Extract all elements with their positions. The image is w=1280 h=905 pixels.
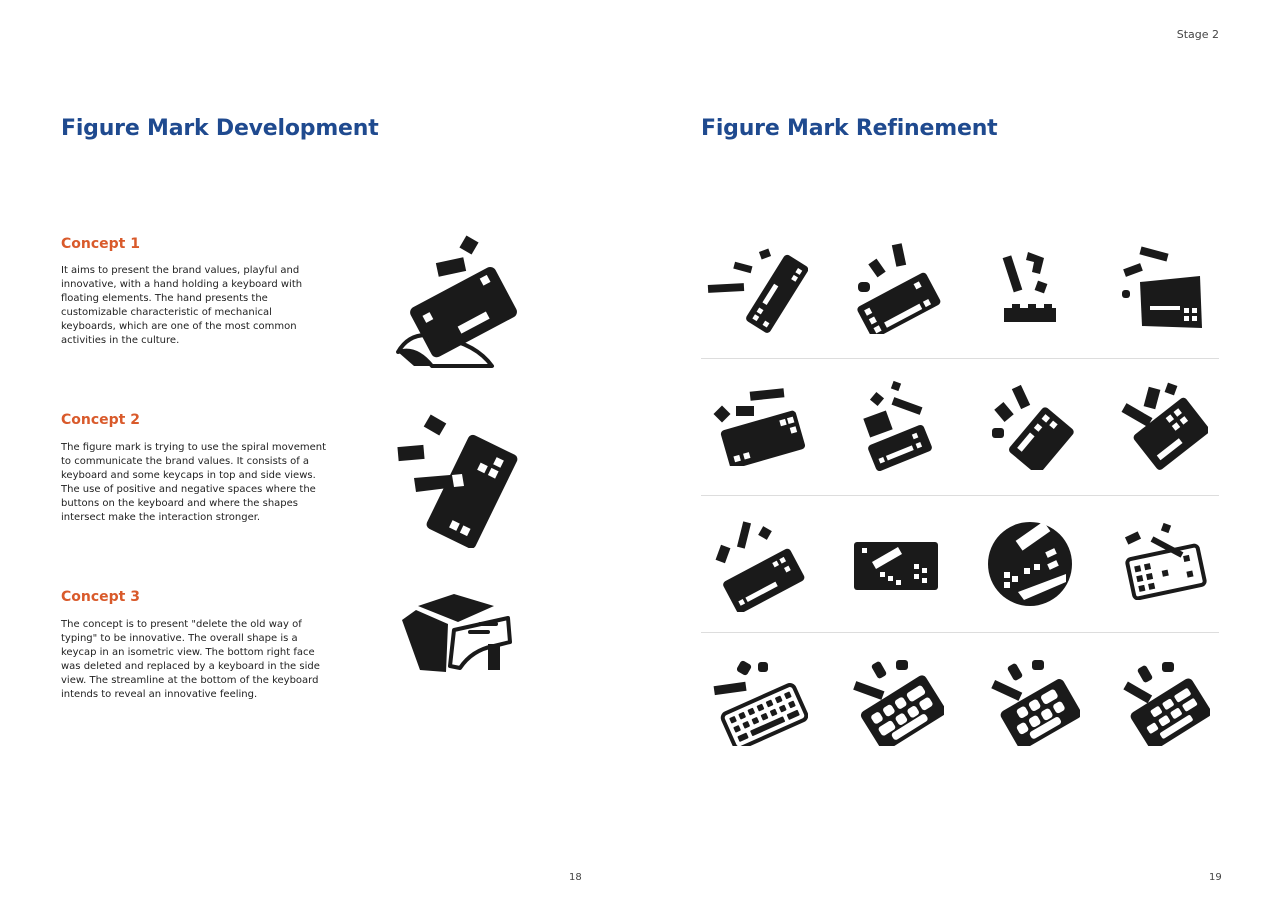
concept-2-body: The figure mark is trying to use the spiral movement to communicate the brand values. It consists of a keyboard and some keycaps in top and side views. The use of positive and negative spaces where the buttons on the keyboard and where the shapes intersect make the interaction stronger. (61, 442, 326, 523)
concept-2-title: Concept 2 (61, 412, 140, 428)
row-divider (701, 495, 1219, 496)
concept-3-title: Concept 3 (61, 589, 140, 605)
refined-mark-r1c2-icon (850, 240, 942, 334)
right-page-number: 19 (1209, 872, 1222, 883)
refined-mark-r2c4-icon (1118, 380, 1208, 472)
refined-mark-r1c3-icon (998, 248, 1062, 326)
refined-mark-r2c3-icon (988, 382, 1074, 470)
row-divider (701, 632, 1219, 633)
refined-mark-r3c1-icon (714, 516, 806, 612)
refined-mark-r4c1-icon (712, 656, 808, 746)
concept-3-body: The concept is to present "delete the old way of typing" to be innovative. The overall shape is a keycap in an isometric view. The bottom right face was deleted and replaced by a keyboard in the side view. The streamline at the bottom of the keyboard intends to reveal an innovative feeling. (61, 619, 320, 700)
refined-mark-r4c3-icon (988, 656, 1080, 746)
isometric-keycap-icon (398, 592, 516, 674)
refined-mark-r2c1-icon (712, 386, 808, 466)
refined-mark-r1c1-icon (704, 246, 808, 334)
refined-mark-r3c4-icon (1120, 520, 1208, 600)
row-divider (701, 358, 1219, 359)
refined-mark-r3c3-icon (986, 520, 1074, 608)
concept-1-title: Concept 1 (61, 236, 140, 252)
stage-label: Stage 2 (1176, 28, 1219, 41)
refined-mark-r2c2-icon (858, 380, 934, 472)
left-page-number: 18 (569, 872, 582, 883)
refined-mark-r3c2-icon (852, 540, 940, 594)
spiral-keyboard-icon (394, 414, 518, 548)
refined-mark-r1c4-icon (1118, 246, 1206, 330)
refined-mark-r4c4-icon (1120, 656, 1210, 746)
concept-1-body: It aims to present the brand values, playful and innovative, with a hand holding a keyboard with floating elements. The hand presents the customizable characteristic of mechanical keyboards, which are one of the most common activities in the culture. (61, 265, 303, 346)
hand-holding-keyboard-icon (392, 234, 524, 370)
right-page-title: Figure Mark Refinement (701, 116, 998, 141)
left-page-title: Figure Mark Development (61, 116, 379, 141)
refined-mark-r4c2-icon (852, 656, 944, 746)
